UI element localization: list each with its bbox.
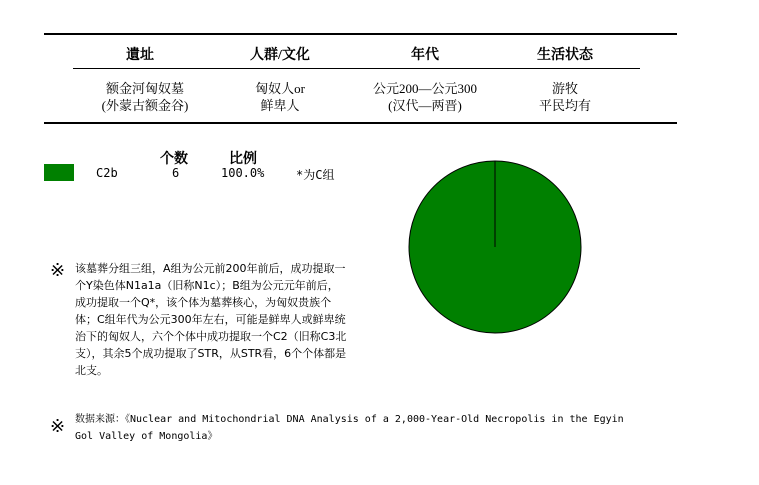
note-description: 该墓葬分组三组，A组为公元前200年前后，成功提取一个Y染色体N1a1a（旧称N1c）；B组为公元元年前后，成功提取一个Q*，该个体为墓葬核心，为匈奴贵族个体；C组年代为公元300年左右，可能是鲜卑人或鲜卑统治下的匈奴人，六个个体中成功提取一个C2（旧称C3北支），其余5个成功提取了STR，从STR看，6个个体都是北支。 xyxy=(75,262,347,377)
cell-culture: 匈奴人or 鲜卑人 xyxy=(255,81,305,113)
header-site: 遺址 xyxy=(126,48,154,63)
table-top-rule xyxy=(44,33,677,35)
legend-footnote: *为C组 xyxy=(296,168,335,182)
legend-label: C2b xyxy=(96,166,118,180)
cell-lifestyle: 游牧 平民均有 xyxy=(538,81,591,113)
header-culture: 人群/文化 xyxy=(250,48,310,63)
cell-era: 公元200—公元300 (汉代—两晋) xyxy=(372,81,477,113)
source-citation: 数据来源：《Nuclear and Mitochondrial DNA Analysis of a 2,000-Year-Old Necropolis in the Egyin Gol Valley of Mongolia》 xyxy=(75,414,624,442)
ratio-header: 比例 xyxy=(229,152,257,167)
legend-ratio: 100.0% xyxy=(221,166,265,180)
header-era: 年代 xyxy=(411,48,439,63)
note-mark: ※ xyxy=(50,260,66,280)
pie-slice-C2b xyxy=(409,161,581,333)
legend-count: 6 xyxy=(172,166,180,180)
source-mark: ※ xyxy=(50,416,66,436)
legend-swatch xyxy=(44,164,74,181)
cell-site: 额金河匈奴墓 (外蒙古额金谷) xyxy=(101,81,189,113)
table-header-rule xyxy=(73,68,640,69)
header-lifestyle: 生活状态 xyxy=(537,48,593,63)
table-bottom-rule xyxy=(44,122,677,124)
count-header: 个数 xyxy=(160,152,188,167)
